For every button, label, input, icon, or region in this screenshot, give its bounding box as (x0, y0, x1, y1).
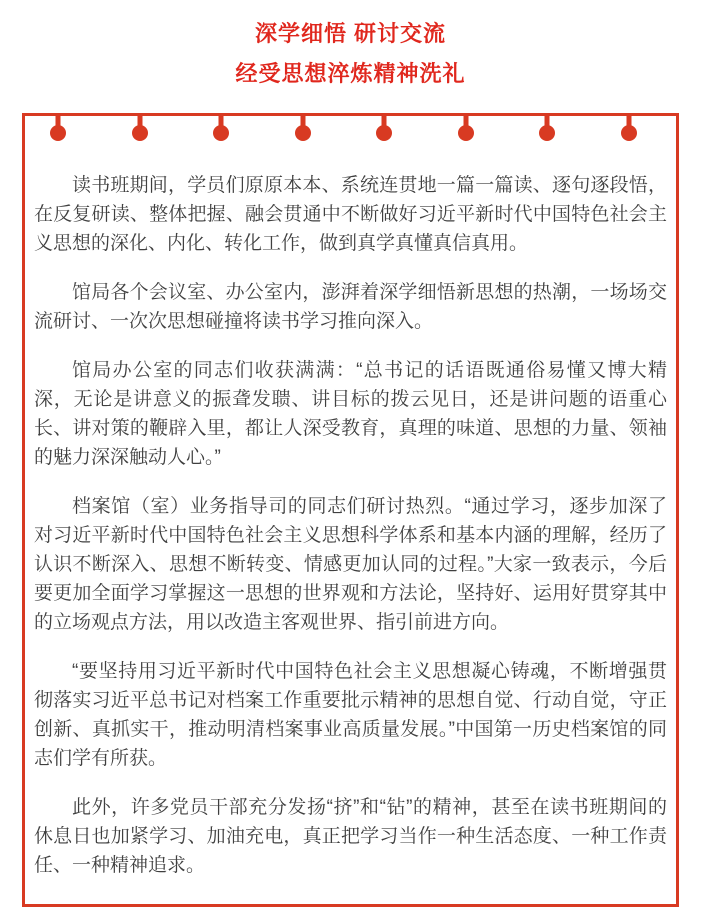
title-line-2: 经受思想淬炼精神洗礼 (235, 61, 466, 86)
page-title (0, 0, 701, 94)
pushpin-icon (50, 115, 66, 143)
pushpin-icon (132, 115, 148, 143)
pushpin-icon (376, 115, 392, 143)
pins-row (50, 115, 637, 143)
paragraph: 馆局各个会议室、办公室内，澎湃着深学细悟新思想的热潮，一场场交流研讨、一次次思想碰撞将读书学习推向深入。 (34, 282, 667, 332)
pushpin-icon (295, 115, 311, 143)
paragraph: 此外，许多党员干部充分发扬“挤”和“钻”的精神，甚至在读书班期间的休息日也加紧学习、加油充电，真正把学习当作一种生活态度、一种工作责任、一种精神追求。 (34, 797, 667, 876)
paragraph: “要坚持用习近平新时代中国特色社会主义思想凝心铸魂，不断增强贯彻落实习近平总书记对档案工作重要批示精神的思想自觉、行动自觉，守正创新、真抓实干，推动明清档案事业高质量发展。”中国第一历史档案馆的同志们学有所获。 (34, 661, 667, 769)
pushpin-icon (539, 115, 555, 143)
pushpin-icon (213, 115, 229, 143)
pushpin-icon (458, 115, 474, 143)
paragraph: 档案馆（室）业务指导司的同志们研讨热烈。“通过学习，逐步加深了对习近平新时代中国特色社会主义思想科学体系和基本内涵的理解，经历了认识不断深入、思想不断转变、情感更加认同的过程。”大家一致表示，今后要更加全面学习掌握这一思想的世界观和方法论，坚持好、运用好贯穿其中的立场观点方法，用以改造主客观世界、指引前进方向。 (34, 496, 667, 633)
paragraph: 馆局办公室的同志们收获满满：“总书记的话语既通俗易懂又博大精深，无论是讲意义的振聋发聩、讲目标的拨云见日，还是讲问题的语重心长、讲对策的鞭辟入里，都让人深受教育，真理的味道、思想的力量、领袖的魅力深深触动人心。” (34, 360, 667, 468)
pushpin-icon (621, 115, 637, 143)
title-line-1: 深学细悟 研讨交流 (254, 21, 447, 46)
article-content (34, 171, 667, 880)
paragraph: 读书班期间，学员们原原本本、系统连贯地一篇一篇读、逐句逐段悟，在反复研读、整体把握、融会贯通中不断做好习近平新时代中国特色社会主义思想的深化、内化、转化工作，做到真学真懂真信真用。 (34, 175, 667, 254)
article-box (22, 113, 679, 907)
